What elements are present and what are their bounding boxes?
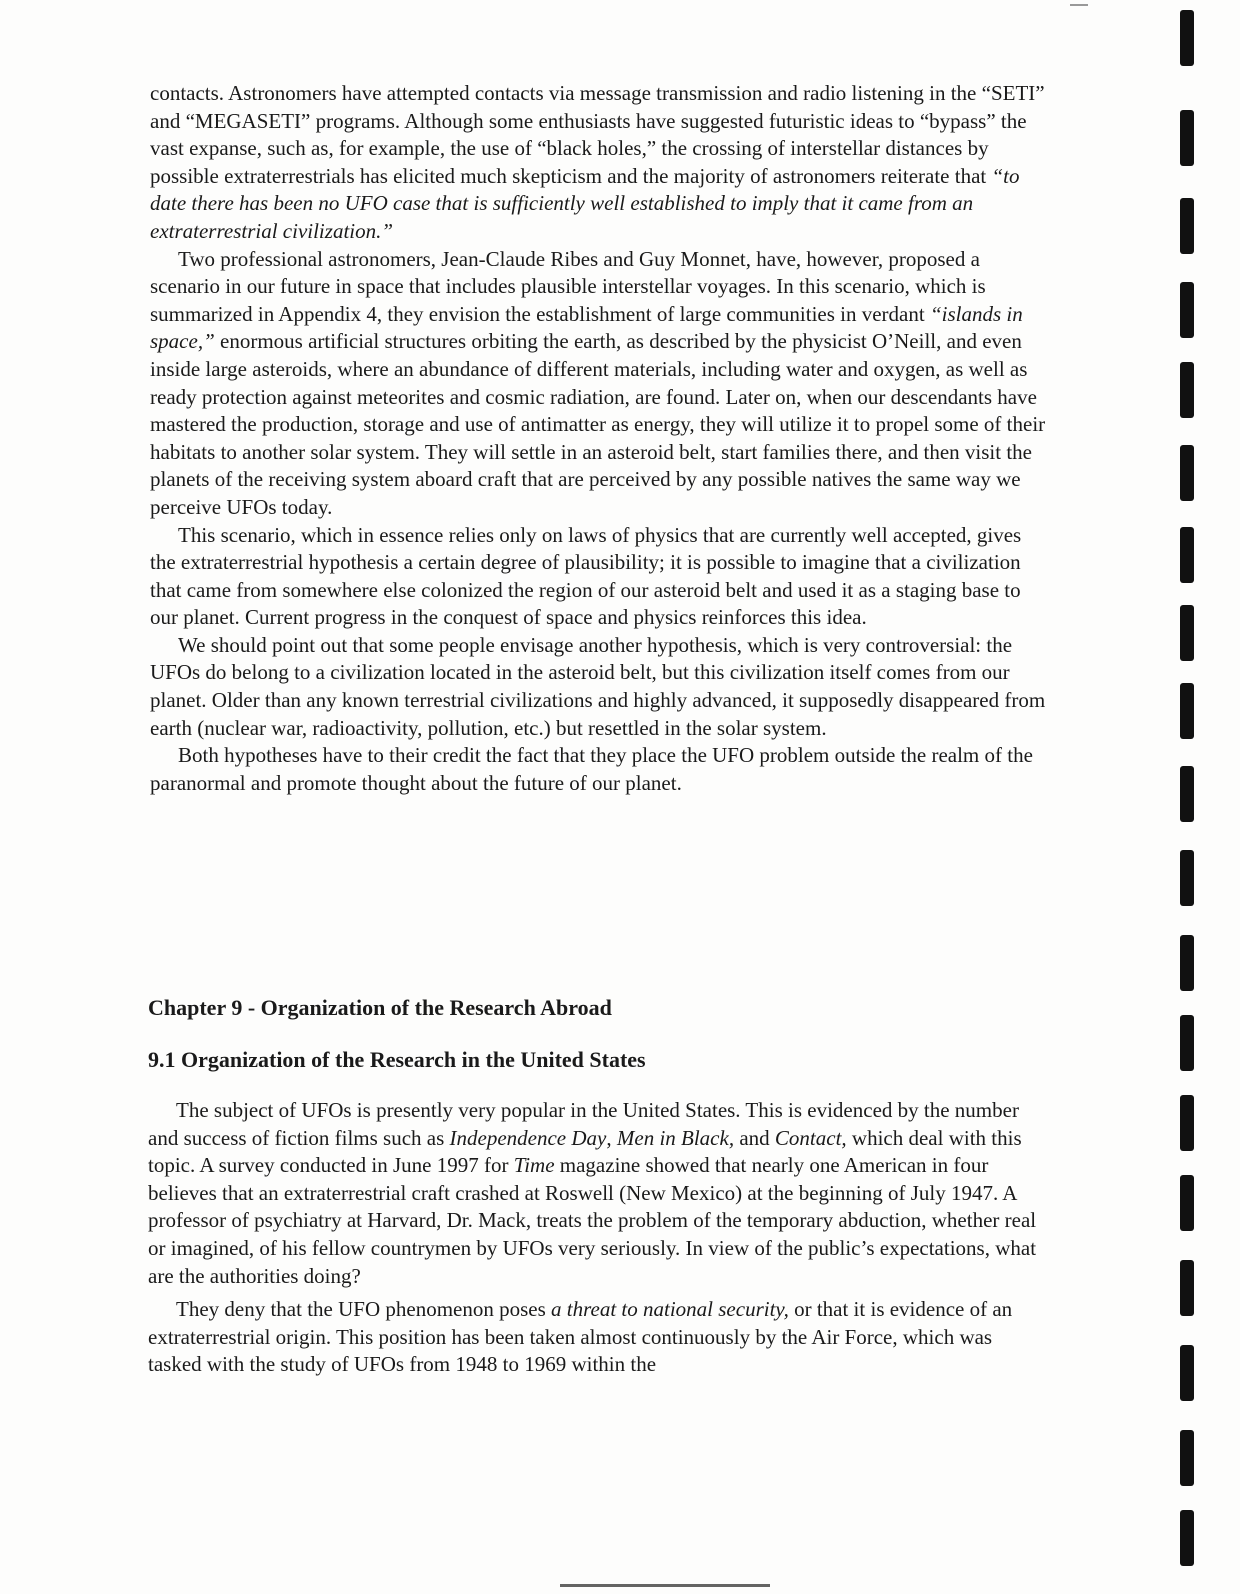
- quote-astronomers: “to date there has been no UFO case that is sufficiently well established to imply that it came from an extraterrestrial civilization.”: [150, 163, 1020, 243]
- binding-hole: [1180, 683, 1194, 739]
- binding-hole: [1180, 1430, 1194, 1486]
- binding-hole: [1180, 1345, 1194, 1401]
- magazine-title-time: Time: [513, 1153, 555, 1178]
- binding-hole: [1180, 1510, 1194, 1566]
- binding-hole: [1180, 850, 1194, 906]
- binding-hole: [1180, 445, 1194, 501]
- film-title-independence-day: Independence Day: [449, 1125, 607, 1150]
- film-title-contact: Contact,: [774, 1125, 847, 1150]
- binding-hole: [1180, 1095, 1194, 1151]
- film-title-men-in-black: Men in Black,: [616, 1125, 735, 1150]
- body-text-bottom: [148, 1097, 1048, 1379]
- binding-hole: [1180, 766, 1194, 822]
- paragraph-another-hypothesis: We should point out that some people envisage another hypothesis, which is very controversial: the UFOs do belong to a civilization located in the asteroid belt, but this civilization itself comes from our planet. Older than any known terrestrial civilizations and highly advanced, it supposedly disappeared from earth (nuclear war, radioactivity, pollution, etc.) but resettled in the solar system.: [150, 632, 1046, 740]
- binding-hole: [1180, 605, 1194, 661]
- binding-hole: [1180, 527, 1194, 583]
- binding-hole: [1180, 362, 1194, 418]
- spiral-binding-holes: [1180, 0, 1220, 1594]
- paragraph-both-hypotheses: Both hypotheses have to their credit the fact that they place the UFO problem outside the realm of the paranormal and promote thought about the future of our planet.: [150, 743, 1033, 795]
- quote-islands-in-space: “islands in space,”: [150, 301, 1023, 354]
- paragraph-ufo-popularity: The subject of UFOs is presently very popular in the United States. This is evidenced by the number and success of fiction films such as Independence Day, Men in Black, and Contact, which deal with this topic. A survey conducted in June 1997 for Time magazine showed that nearly one American in four believes that an extraterrestrial craft crashed at Roswell (New Mexico) at the beginning of July 1947. A professor of psychiatry at Harvard, Dr. Mack, treats the problem of the temporary abduction, whether real or imagined, of his fellow countrymen by UFOs very seriously. In view of the public’s expectations, what are the authorities doing?: [148, 1098, 1037, 1288]
- binding-hole: [1180, 110, 1194, 166]
- phrase-threat-national-security: a threat to national security,: [551, 1297, 789, 1322]
- chapter-heading: Chapter 9 - Organization of the Research Abroad: [148, 995, 612, 1020]
- paragraph-ribes-monnet: Two professional astronomers, Jean-Claude Ribes and Guy Monnet, have, however, proposed a scenario in our future in space that includes plausible interstellar voyages. In this scenario, which is summarized in Appendix 4, they envision the establishment of large communities in verdant “islands in space,” enormous artificial structures orbiting the earth, as described by the physicist O’Neill, and even inside large asteroids, where an abundance of different materials, including water and oxygen, as well as ready protection against meteorites and cosmic radiation, are found. Later on, when our descendants have mastered the production, storage and use of antimatter as energy, they will utilize it to propel some of their habitats to another solar system. They will settle in an asteroid belt, start families there, and then visit the planets of the receiving system aboard craft that are perceived by any possible natives the same way we perceive UFOs today.: [150, 246, 1046, 519]
- binding-hole: [1180, 10, 1194, 66]
- paragraph-scenario: This scenario, which in essence relies only on laws of physics that are currently well accepted, gives the extraterrestrial hypothesis a certain degree of plausibility; it is possible to imagine that a civilization that came from somewhere else colonized the region of our asteroid belt and used it as a staging base to our planet. Current progress in the conquest of space and physics reinforces this idea.: [150, 522, 1022, 630]
- binding-hole: [1180, 1260, 1194, 1316]
- scan-artifact-mark: [1070, 4, 1088, 6]
- paragraph-seti: contacts. Astronomers have attempted contacts via message transmission and radio listening in the “SETI” and “MEGASETI” programs. Although some enthusiasts have suggested futuristic ideas to “bypass” the vast expanse, such as, for example, the use of “black holes,” the crossing of interstellar distances by possible extraterrestrials has elicited much skepticism and the majority of astronomers reiterate that “to date there has been no UFO case that is sufficiently well established to imply that it came from an extraterrestrial civilization.”: [150, 81, 1045, 243]
- section-heading: 9.1 Organization of the Research in the United States: [148, 1047, 646, 1072]
- binding-hole: [1180, 282, 1194, 338]
- scan-artifact-line: [560, 1584, 770, 1587]
- binding-hole: [1180, 1175, 1194, 1231]
- body-text-top: [150, 80, 1050, 797]
- paragraph-authorities-deny: They deny that the UFO phenomenon poses a threat to national security, or that it is evidence of an extraterrestrial origin. This position has been taken almost continuously by the Air Force, which was tasked with the study of UFOs from 1948 to 1969 within the: [148, 1297, 1013, 1377]
- binding-hole: [1180, 198, 1194, 254]
- binding-hole: [1180, 1015, 1194, 1071]
- binding-hole: [1180, 935, 1194, 991]
